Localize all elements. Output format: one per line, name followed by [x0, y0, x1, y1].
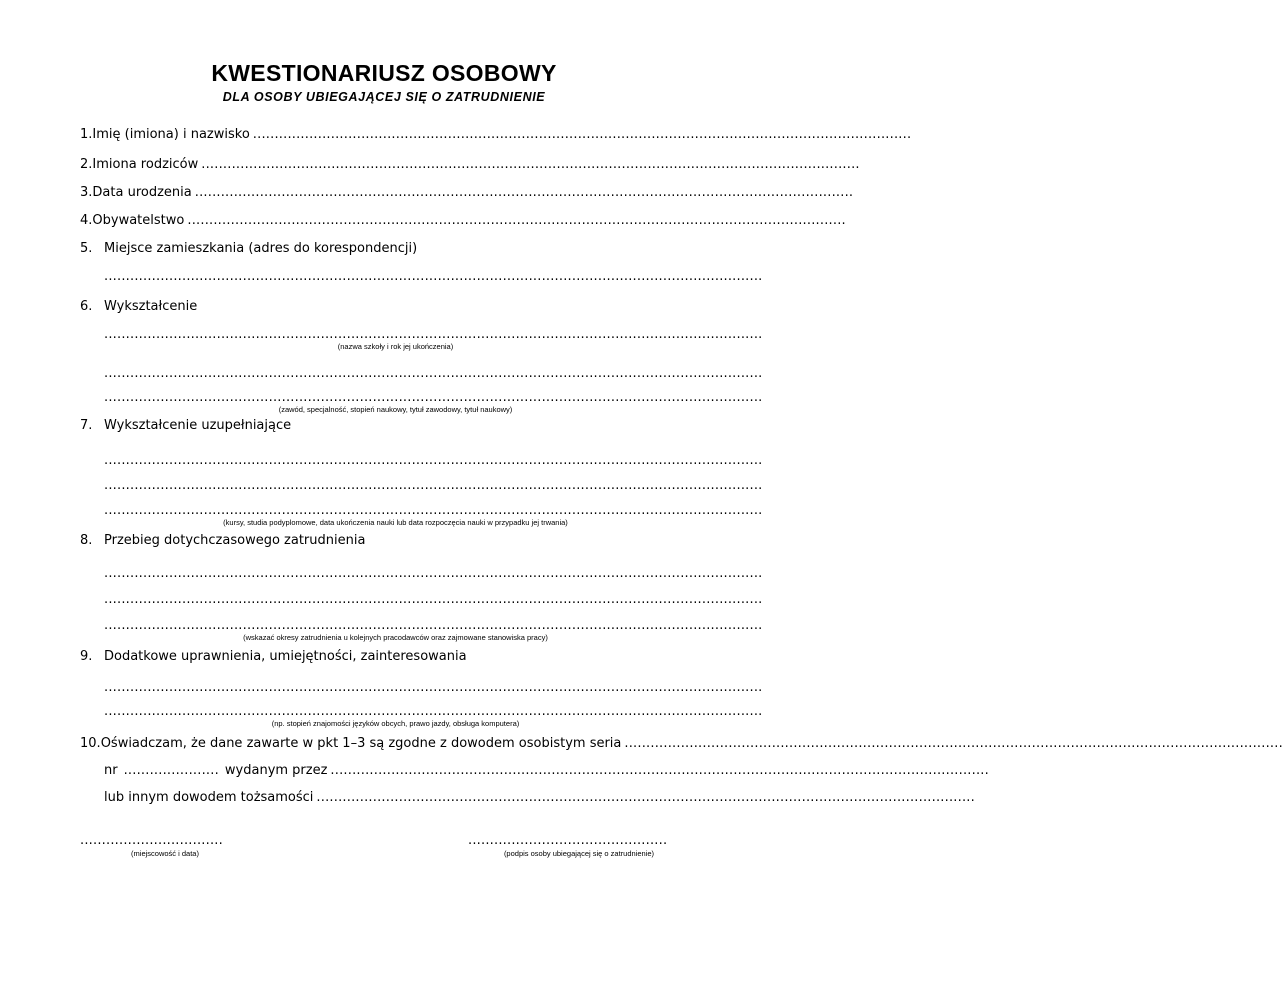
item-label: Wykształcenie: [104, 299, 198, 314]
field-additional-education-heading: [80, 418, 687, 433]
skills-note: (np. stopień znajomości języków obcych, prawo jazdy, obsługa komputera): [271, 719, 520, 728]
other-id-fill-line[interactable]: ........................................................................................................................................................: [316, 790, 975, 805]
issued-by-label: wydanym przez: [224, 763, 328, 778]
id-number-fill-line[interactable]: ......................: [123, 763, 219, 778]
courses-note: (kursy, studia podyplomowe, data ukończenia nauki lub data rozpoczęcia nauki w przypadku jej trwania): [223, 518, 568, 527]
place-date-note: (miejscowość i data): [131, 849, 199, 858]
form-subtitle: DLA OSOBY UBIEGAJĄCEJ SIĘ O ZATRUDNIENIE: [222, 90, 546, 104]
field-skills-heading: [80, 649, 687, 664]
item-label: Obywatelstwo: [92, 213, 185, 228]
nr-label: nr: [104, 763, 118, 778]
field-address-heading: [80, 241, 687, 256]
field-id-number[interactable]: [104, 763, 989, 778]
field-education-heading: [80, 299, 687, 314]
field-parents-names[interactable]: [80, 157, 860, 172]
item-label: Data urodzenia: [92, 185, 192, 200]
item-label: Oświadczam, że dane zawarte w pkt 1–3 są zgodne z dowodem osobistym seria: [100, 736, 622, 751]
employment-note: (wskazać okresy zatrudnienia u kolejnych pracodawców oraz zajmowane stanowiska pracy): [243, 633, 548, 642]
signature-fill-line[interactable]: ..............................................: [468, 833, 668, 848]
other-id-label: lub innym dowodem tożsamości: [104, 790, 314, 805]
field-birth-date[interactable]: [80, 185, 854, 200]
fill-line[interactable]: ........................................................................................................................................................: [252, 127, 912, 142]
field-citizenship[interactable]: [80, 213, 846, 228]
employment-fill-line-1[interactable]: ........................................................................................................................................................: [104, 566, 763, 581]
fill-line[interactable]: ........................................................................................................................................................: [194, 185, 854, 200]
education-profession-note: (zawód, specjalność, stopień naukowy, tytuł zawodowy, tytuł naukowy): [278, 405, 513, 414]
item-number: 10.: [80, 736, 101, 751]
item-label: Dodatkowe uprawnienia, umiejętności, zainteresowania: [104, 649, 467, 664]
education-school-fill-line[interactable]: ........................................................................................................................................................: [104, 327, 763, 342]
item-label: Miejsce zamieszkania (adres do korespondencji): [104, 241, 418, 256]
place-date-fill-line[interactable]: .................................: [80, 833, 223, 848]
item-label: Wykształcenie uzupełniające: [104, 418, 292, 433]
education-school-note: (nazwa szkoły i rok jej ukończenia): [337, 342, 454, 351]
field-id-statement[interactable]: [80, 736, 1283, 751]
signature-note: (podpis osoby ubiegającej się o zatrudnienie): [503, 849, 655, 858]
field-employment-heading: [80, 533, 687, 548]
field-other-id[interactable]: [104, 790, 975, 805]
additional-education-fill-line-1[interactable]: ........................................................................................................................................................: [104, 453, 763, 468]
additional-education-fill-line-2[interactable]: ........................................................................................................................................................: [104, 478, 763, 493]
item-number: 7.: [80, 418, 93, 433]
fill-line[interactable]: ........................................................................................................................................................: [201, 157, 860, 172]
employment-fill-line-3[interactable]: ........................................................................................................................................................: [104, 618, 763, 633]
item-number: 1.: [80, 127, 93, 142]
item-number: 4.: [80, 213, 93, 228]
field-name[interactable]: [80, 127, 912, 142]
skills-fill-line-1[interactable]: ........................................................................................................................................................: [104, 680, 763, 695]
fill-line[interactable]: ........................................................................................................................................................: [187, 213, 846, 228]
issued-by-fill-line[interactable]: ........................................................................................................................................................: [330, 763, 989, 778]
item-label: Imiona rodziców: [92, 157, 199, 172]
education-fill-line[interactable]: ........................................................................................................................................................: [104, 366, 763, 381]
item-number: 5.: [80, 241, 93, 256]
employment-fill-line-2[interactable]: ........................................................................................................................................................: [104, 592, 763, 607]
form-title: KWESTIONARIUSZ OSOBOWY: [211, 60, 557, 86]
item-number: 2.: [80, 157, 93, 172]
item-label: Przebieg dotychczasowego zatrudnienia: [104, 533, 366, 548]
education-profession-fill-line[interactable]: ........................................................................................................................................................: [104, 390, 763, 405]
item-number: 8.: [80, 533, 93, 548]
id-series-fill-line[interactable]: ........................................................................................................................................................: [624, 736, 1283, 751]
item-number: 3.: [80, 185, 93, 200]
address-fill-line[interactable]: ........................................................................................................................................................: [104, 269, 763, 284]
item-number: 9.: [80, 649, 93, 664]
additional-education-fill-line-3[interactable]: ........................................................................................................................................................: [104, 503, 763, 518]
item-label: Imię (imiona) i nazwisko: [92, 127, 250, 142]
item-number: 6.: [80, 299, 93, 314]
skills-fill-line-2[interactable]: ........................................................................................................................................................: [104, 704, 763, 719]
